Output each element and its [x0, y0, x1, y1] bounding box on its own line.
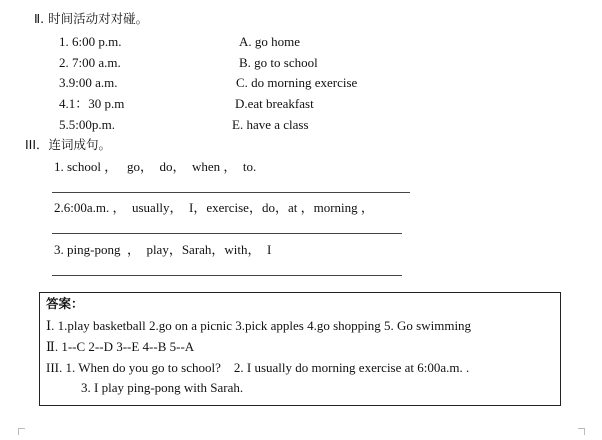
time-item: 2. 7:00 a.m. [59, 55, 121, 70]
page-corner-mark [18, 428, 25, 435]
sentence-item: 2.6:00a.m. ， usually， I，exercise，do，at ，morning ， [54, 200, 374, 215]
section3-heading: III．连词成句。 [25, 137, 112, 152]
answer-line [52, 275, 402, 276]
answer-box [39, 292, 561, 406]
answer-line-1: Ⅰ. 1.play basketball 2.go on a picnic 3.pick apples 4.go shopping 5. Go swimming [46, 318, 472, 333]
answer-title: 答案： [46, 296, 84, 311]
answer-line-2: Ⅱ. 1--C 2--D 3--E 4--B 5--A [46, 339, 195, 354]
time-item: 1. 6:00 p.m. [59, 34, 122, 49]
activity-item: C. do morning exercise [236, 75, 358, 90]
answer-line [52, 192, 410, 193]
activity-item: E. have a class [232, 117, 309, 132]
activity-item: D.eat breakfast [235, 96, 314, 111]
time-item: 4.1：30 p.m [59, 96, 125, 111]
page-corner-mark [578, 428, 585, 435]
sentence-item: 1. school ， go， do， when ， to. [54, 159, 257, 174]
sentence-item: 3. ping-pong ， play，Sarah，with， I [54, 242, 272, 257]
answer-line [52, 233, 402, 234]
activity-item: B. go to school [239, 55, 318, 70]
activity-item: A. go home [239, 34, 301, 49]
section2-heading: Ⅱ. 时间活动对对碰。 [34, 11, 149, 26]
answer-line-4: 3. I play ping-pong with Sarah. [81, 380, 244, 395]
answer-line-3: III. 1. When do you go to school? 2. I usually do morning exercise at 6:00a.m. . [46, 360, 470, 375]
time-item: 3.9:00 a.m. [59, 75, 118, 90]
time-item: 5.5:00p.m. [59, 117, 115, 132]
